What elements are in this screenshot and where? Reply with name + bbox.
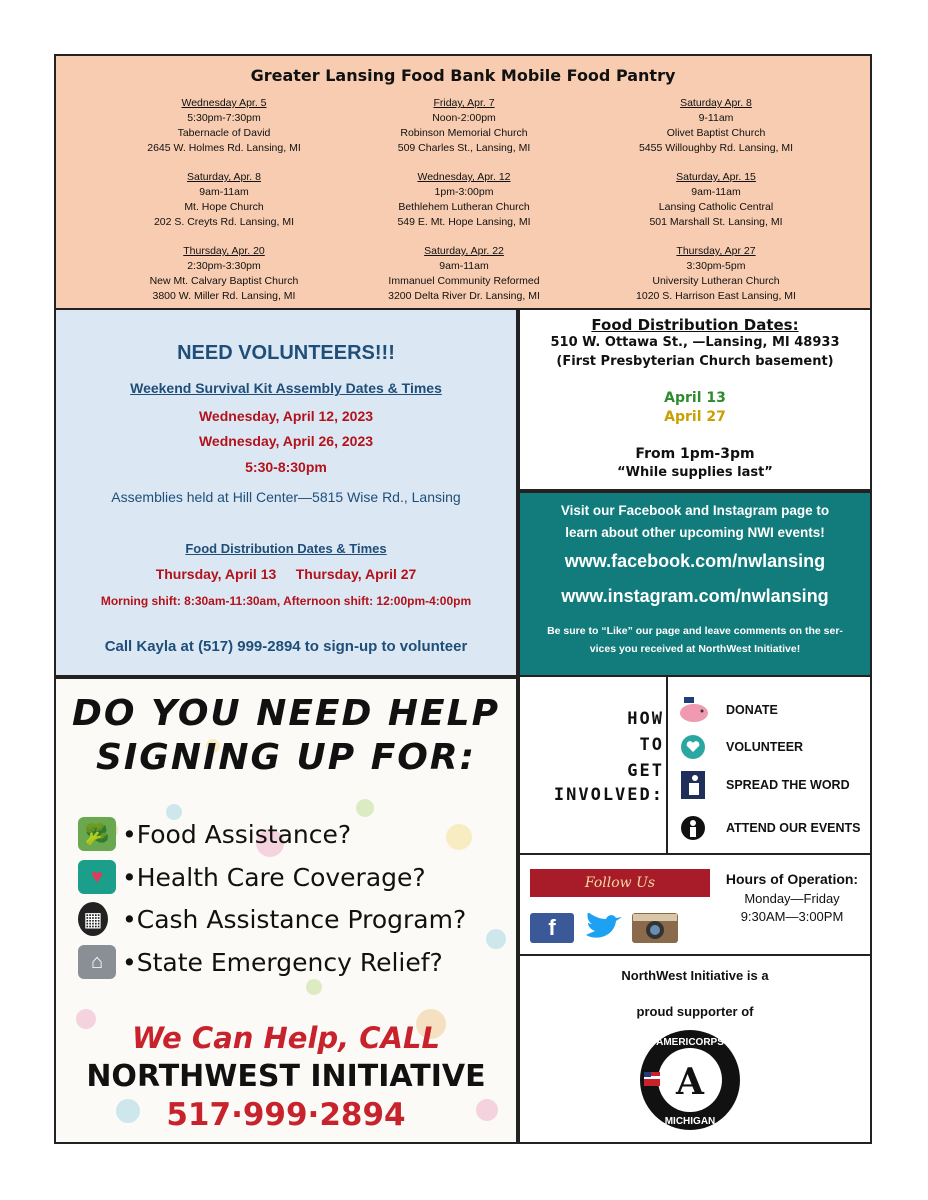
pantry-event — [606, 244, 826, 304]
logo-top-text: AMERICORPS — [656, 1037, 724, 1048]
event-time: 9am-11am — [199, 186, 249, 198]
fd-address: 510 W. Ottawa St., —Lansing, MI 48933 — [550, 335, 840, 350]
help-phone[interactable]: 517·999·2894 — [166, 1097, 406, 1133]
fd-note: “While supplies last” — [617, 465, 773, 480]
pantry-event — [354, 96, 574, 156]
event-address: 3800 W. Miller Rd. Lansing, MI — [152, 290, 296, 302]
how-word: TO — [639, 735, 664, 755]
event-place: Lansing Catholic Central — [658, 201, 774, 213]
fd-date-1: April 13 — [664, 390, 726, 406]
help-heading-1: DO YOU NEED HELP — [72, 693, 500, 734]
instagram-icon[interactable] — [632, 913, 678, 943]
divider — [666, 677, 668, 853]
event-address: 501 Marshall St. Lansing, MI — [649, 216, 783, 228]
involve-label: DONATE — [726, 703, 778, 717]
americorps-logo — [638, 1028, 742, 1132]
how-word: GET — [627, 761, 664, 781]
help-heading-2: SIGNING UP FOR: — [95, 737, 477, 778]
help-cta: We Can Help, CALL — [132, 1021, 440, 1055]
kit-time: 5:30-8:30pm — [245, 459, 327, 475]
event-address: 5455 Willoughby Rd. Lansing, MI — [638, 142, 794, 154]
event-time: Noon-2:00pm — [432, 112, 496, 124]
event-place: Tabernacle of David — [177, 127, 271, 139]
volunteers-title: NEED VOLUNTEERS!!! — [177, 342, 395, 364]
help-org: NORTHWEST INITIATIVE — [86, 1059, 486, 1094]
fd-time: From 1pm-3pm — [635, 446, 755, 462]
pantry-event — [354, 170, 574, 230]
involve-label: VOLUNTEER — [726, 740, 804, 754]
involve-spread-word[interactable] — [676, 772, 850, 798]
volunteers-panel — [54, 310, 518, 677]
event-place: University Lutheran Church — [652, 275, 780, 287]
event-place: Mt. Hope Church — [184, 201, 264, 213]
dist-heading: Food Distribution Dates & Times — [185, 541, 387, 556]
involve-attend-events[interactable] — [676, 815, 861, 841]
event-time: 9-11am — [698, 112, 734, 124]
event-date: Saturday, Apr. 15 — [676, 171, 756, 183]
social-intro-2: learn about other upcoming NWI events! — [565, 525, 825, 540]
pantry-event — [354, 244, 574, 304]
logo-letter: A — [676, 1061, 704, 1103]
social-note-2: vices you received at NorthWest Initiative! — [589, 643, 801, 655]
americorps-panel — [518, 956, 872, 1144]
event-time: 3:30pm-5pm — [686, 260, 746, 272]
fd-location: (First Presbyterian Church basement) — [556, 354, 834, 369]
mobile-pantry-panel — [54, 54, 872, 310]
help-item-label: •Food Assistance? — [122, 819, 352, 849]
how-word: INVOLVED: — [553, 785, 664, 805]
piggy-bank-icon — [676, 697, 710, 723]
involve-label: SPREAD THE WORD — [726, 778, 850, 792]
helping-hands-icon — [676, 734, 710, 760]
shift-times: Morning shift: 8:30am-11:30am, Afternoon shift: 12:00pm-4:00pm — [100, 594, 472, 608]
help-item-health — [78, 857, 426, 897]
event-time: 2:30pm-3:30pm — [187, 260, 261, 272]
involve-volunteer[interactable] — [676, 734, 803, 760]
event-date: Saturday Apr. 8 — [680, 97, 752, 109]
dist-dates: Thursday, April 13 Thursday, April 27 — [155, 566, 417, 582]
help-item-food — [78, 814, 351, 854]
pantry-title: Greater Lansing Food Bank Mobile Food Pantry — [250, 66, 676, 85]
help-item-label: •Health Care Coverage? — [122, 862, 426, 892]
pantry-event — [114, 96, 334, 156]
event-time: 1pm-3:00pm — [434, 186, 494, 198]
americorps-line-1: NorthWest Initiative is a — [621, 968, 769, 983]
event-time: 9am-11am — [691, 186, 741, 198]
help-signup-panel — [54, 677, 518, 1144]
event-time: 5:30pm-7:30pm — [187, 112, 261, 124]
hours-days: Monday—Friday — [744, 891, 840, 906]
get-involved-panel — [518, 677, 872, 855]
pantry-event — [606, 96, 826, 156]
event-date: Wednesday, Apr. 12 — [417, 171, 511, 183]
food-distribution-panel — [518, 310, 872, 491]
assembly-location: Assemblies held at Hill Center—5815 Wise Rd., Lansing — [111, 489, 461, 505]
help-item-label: •Cash Assistance Program? — [122, 904, 467, 934]
social-intro-1: Visit our Facebook and Instagram page to — [560, 503, 830, 518]
heart-card-icon: ♥ — [78, 860, 116, 894]
social-media-panel — [518, 491, 872, 677]
event-address: 549 E. Mt. Hope Lansing, MI — [397, 216, 531, 228]
person-icon — [676, 815, 710, 841]
kit-heading: Weekend Survival Kit Assembly Dates & Times — [130, 380, 442, 396]
event-date: Wednesday Apr. 5 — [181, 97, 267, 109]
fd-heading: Food Distribution Dates: — [591, 316, 799, 334]
help-item-label: •State Emergency Relief? — [122, 947, 443, 977]
event-time: 9am-11am — [439, 260, 489, 272]
instagram-link[interactable]: www.instagram.com/nwlansing — [561, 586, 829, 606]
vegetables-icon: 🥦 — [78, 817, 116, 851]
facebook-icon[interactable]: f — [530, 913, 574, 943]
americorps-line-2: proud supporter of — [636, 1004, 754, 1019]
logo-bottom-text: MICHIGAN — [664, 1116, 716, 1127]
kit-date-2: Wednesday, April 26, 2023 — [198, 433, 374, 449]
event-place: Robinson Memorial Church — [400, 127, 528, 139]
pantry-event — [114, 170, 334, 230]
volunteer-call: Call Kayla at (517) 999-2894 to sign-up to volunteer — [104, 638, 468, 655]
event-date: Friday, Apr. 7 — [433, 97, 495, 109]
event-address: 509 Charles St., Lansing, MI — [397, 142, 531, 154]
help-item-emergency — [78, 942, 443, 982]
event-address: 1020 S. Harrison East Lansing, MI — [636, 290, 796, 302]
event-place: Olivet Baptist Church — [666, 127, 766, 139]
facebook-link[interactable]: www.facebook.com/nwlansing — [564, 551, 826, 571]
event-date: Thursday, Apr 27 — [676, 245, 756, 257]
help-item-cash — [78, 899, 466, 939]
follow-hours-panel — [518, 855, 872, 956]
pantry-event — [606, 170, 826, 230]
event-place: Bethlehem Lutheran Church — [398, 201, 530, 213]
social-note-1: Be sure to “Like” our page and leave comments on the ser- — [547, 625, 843, 637]
pantry-event — [114, 244, 334, 304]
twitter-icon[interactable] — [582, 913, 626, 943]
event-date: Thursday, Apr. 20 — [183, 245, 265, 257]
event-place: New Mt. Calvary Baptist Church — [149, 275, 299, 287]
event-address: 202 S. Creyts Rd. Lansing, MI — [153, 216, 295, 228]
event-address: 2645 W. Holmes Rd. Lansing, MI — [147, 142, 301, 154]
event-date: Saturday, Apr. 22 — [424, 245, 504, 257]
how-word: HOW — [627, 709, 664, 729]
speaker-podium-icon — [676, 772, 710, 798]
involve-label: ATTEND OUR EVENTS — [726, 821, 861, 835]
cash-register-icon: ▦ — [78, 902, 108, 936]
event-place: Immanuel Community Reformed — [388, 275, 540, 287]
kit-date-1: Wednesday, April 12, 2023 — [198, 408, 374, 424]
event-date: Saturday, Apr. 8 — [187, 171, 261, 183]
follow-us-banner: Follow Us — [530, 869, 710, 897]
house-icon: ⌂ — [78, 945, 116, 979]
hours-time: 9:30AM—3:00PM — [740, 909, 844, 924]
event-address: 3200 Delta River Dr. Lansing, MI — [388, 290, 540, 302]
involve-donate[interactable] — [676, 697, 778, 723]
hours-title: Hours of Operation: — [725, 871, 859, 887]
fd-date-2: April 27 — [664, 409, 726, 425]
